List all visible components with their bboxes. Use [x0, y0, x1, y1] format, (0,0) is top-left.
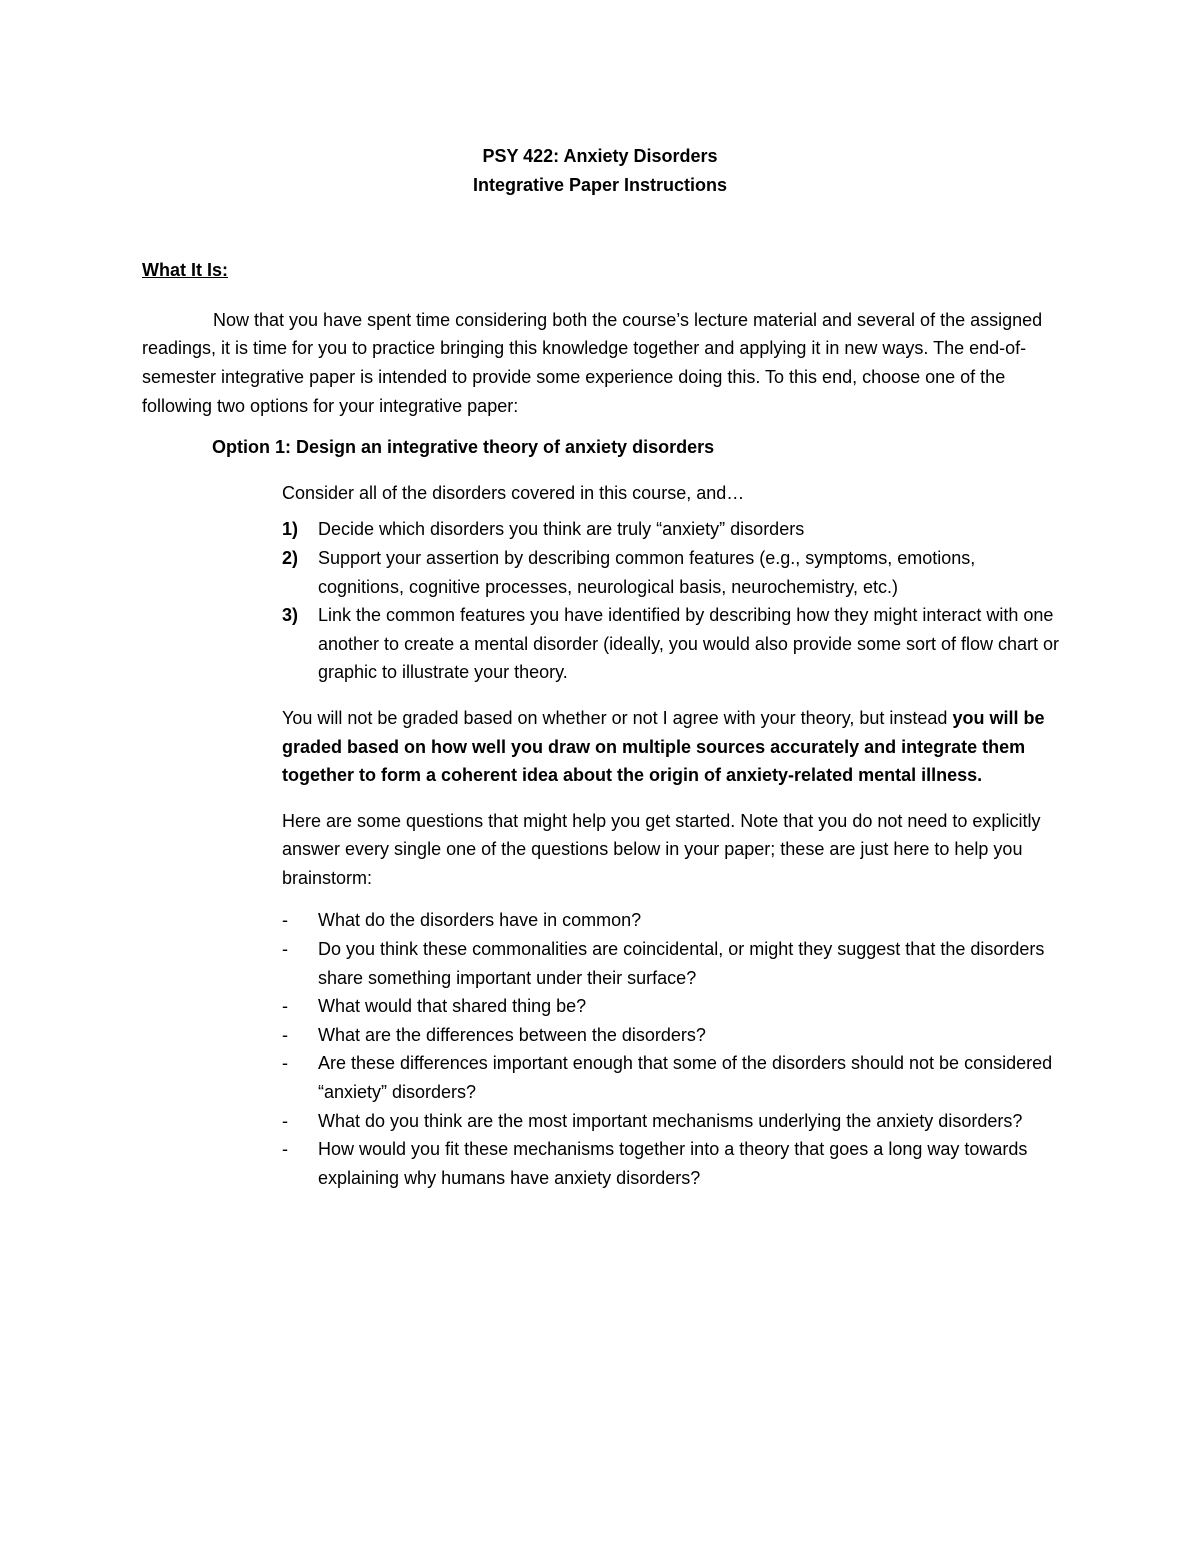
document-title: Integrative Paper Instructions: [472, 174, 728, 195]
list-item: [282, 601, 1060, 687]
list-item: [282, 515, 1060, 544]
steps-list: [282, 515, 1060, 687]
question-text: How would you fit these mechanisms together into a theory that goes a long way towards explaining why humans have anxiety disorders?: [318, 1139, 1028, 1188]
list-item: [282, 1021, 1060, 1050]
list-marker: 3): [282, 605, 299, 626]
list-item: [282, 992, 1060, 1021]
dash-marker: -: [282, 996, 288, 1017]
list-item: [282, 1135, 1060, 1192]
what-it-is-heading: What It Is:: [142, 260, 228, 281]
list-item-text: Decide which disorders you think are truly “anxiety” disorders: [318, 519, 805, 540]
grading-paragraph: [282, 704, 1060, 790]
question-text: What do the disorders have in common?: [318, 910, 642, 931]
list-item: [282, 906, 1060, 935]
title-block: [142, 142, 1058, 199]
list-marker: 2): [282, 547, 299, 568]
dash-marker: -: [282, 1024, 288, 1045]
question-text: What would that shared thing be?: [318, 996, 587, 1017]
question-text: Are these differences important enough that some of the disorders should not be considered “anxiety” disorders?: [318, 1053, 1053, 1103]
list-item-text: Link the common features you have identified by describing how they might interact with one another to create a mental disorder (ideally, you would also provide some sort of flow chart or graphic to illustrate your theory.: [318, 605, 1060, 683]
dash-marker: -: [282, 910, 288, 931]
dash-marker: -: [282, 1110, 288, 1131]
option-1-body: [282, 479, 1060, 1193]
list-item: [282, 1049, 1060, 1106]
grading-text: You will not be graded based on whether or not I agree with your theory, but instead: [282, 707, 953, 728]
list-item: [282, 1107, 1060, 1136]
list-item: [282, 935, 1060, 992]
list-item-text: Support your assertion by describing common features (e.g., symptoms, emotions, cognitions, cognitive processes, neurological basis, neurochemistry, etc.): [318, 547, 976, 597]
question-text: What do you think are the most important mechanisms underlying the anxiety disorders?: [318, 1110, 1023, 1131]
list-item: [282, 544, 1060, 601]
option-1-heading: Option 1: Design an integrative theory of anxiety disorders: [212, 437, 715, 458]
course-title: PSY 422: Anxiety Disorders: [482, 146, 718, 166]
questions-intro-paragraph: Here are some questions that might help you get started. Note that you do not need to explicitly answer every single one of the questions below in your paper; these are just here to help you brainstorm:: [282, 810, 1041, 888]
consider-paragraph: Consider all of the disorders covered in this course, and…: [282, 482, 745, 503]
dash-marker: -: [282, 939, 288, 960]
list-marker: 1): [282, 519, 299, 540]
question-text: Do you think these commonalities are coincidental, or might they suggest that the disorders share something important under their surface?: [318, 939, 1045, 988]
dash-marker: -: [282, 1053, 288, 1074]
question-text: What are the differences between the disorders?: [318, 1024, 706, 1045]
grading-emphasis: you will be graded based on how well you draw on multiple sources accurately and integrate them together to form a coherent idea about the origin of anxiety-related mental illness.: [282, 707, 1045, 786]
intro-paragraph: Now that you have spent time considering both the course’s lecture material and several of the assigned readings, it is time for you to practice bringing this knowledge together and applying it in new ways. The end-of-semester integrative paper is intended to provide some experience doing this. To this end, choose one of the following two options for your integrative paper:: [142, 309, 1043, 416]
questions-list: [282, 906, 1060, 1192]
dash-marker: -: [282, 1139, 288, 1160]
